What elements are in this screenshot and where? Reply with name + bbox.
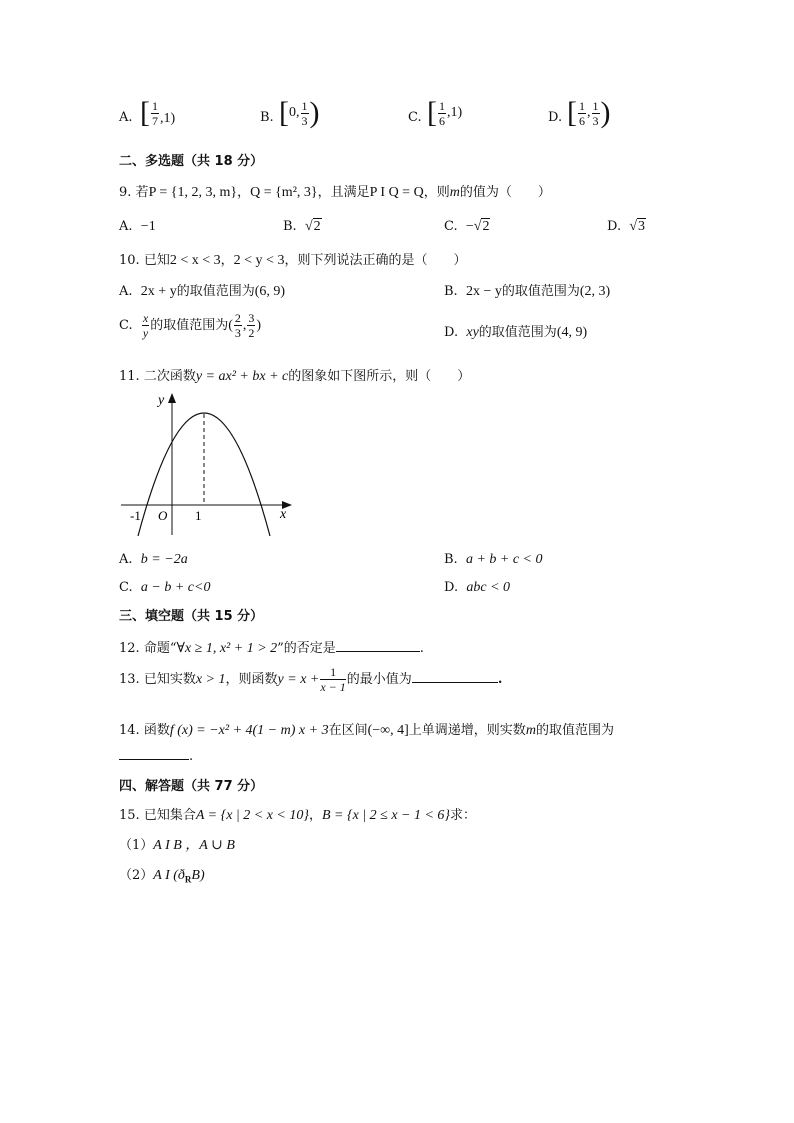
q14-answer-blank — [119, 747, 189, 760]
question-14: 14. 函数f (x) = −x² + 4(1 − m) x + 3在区间(−∞, 4]上单调递增，则实数m的取值范围为 — [119, 723, 614, 738]
q9-option-a: A. −1 — [119, 219, 156, 234]
question-11: 11. 二次函数y = ax² + bx + c的图象如下图所示，则（ ） — [119, 369, 471, 384]
q10-option-c: C. $\frac{x}{y}$ 的取值范围为( $\frac{2}{3}$ , $\frac{3}{2}$ ) — [119, 311, 262, 340]
x-axis-label: x — [280, 507, 287, 522]
question-15: 15. 已知集合A = {x | 2 < x < 10}，B = {x | 2 ≤ x − 1 < 6}求： — [119, 808, 477, 823]
y-axis-arrow — [168, 393, 176, 403]
q11-option-a: A. b = −2a — [119, 552, 188, 567]
question-9: 9. 若P = {1, 2, 3, m}，Q = {m², 3}，且满足P I Q = Q，则m的值为（ ） — [119, 185, 551, 200]
q8-option-a-label: A. — [119, 110, 133, 125]
q8-option-d-label: D. — [548, 110, 563, 125]
q9-option-d: D. √3 — [607, 219, 646, 234]
q10-option-a: A. 2x + y的取值范围为(6, 9) — [119, 284, 286, 299]
question-13: 13. 已知实数x > 1，则函数y = x + $\frac{1}{x - 1}$ 的最小值为 . — [119, 665, 503, 694]
q8-option-c-label: C. — [408, 110, 422, 125]
q12-answer-blank — [336, 639, 420, 652]
q14-answer-line: . — [119, 747, 193, 764]
q11-parabola-graph — [118, 390, 298, 540]
origin-label: O — [158, 508, 168, 523]
section-2-title: 二、多选题（共 18 分） — [119, 154, 264, 169]
q8-option-d: [ $\frac{1}{6}$ , $\frac{1}{3}$ ) — [567, 96, 611, 129]
tick-neg1-label: -1 — [130, 508, 141, 523]
q9-option-b: B. √2 — [283, 219, 321, 234]
q10-option-b: B. 2x − y的取值范围为(2, 3) — [444, 284, 611, 299]
q11-option-d: D. abc < 0 — [444, 580, 511, 595]
y-axis-label: y — [158, 393, 165, 408]
q8-option-a: [ $\frac{1}{7}$ ,1) — [140, 96, 176, 129]
q13-answer-blank — [412, 670, 498, 683]
question-12: 12. 命题“∀x ≥ 1, x² + 1 > 2”的否定是 . — [119, 641, 424, 656]
q9-option-c: C. −√2 — [444, 219, 490, 234]
q15-part-2: （2）A I $(ð_RB)$ — [119, 868, 205, 885]
question-10: 10. 已知2 < x < 3，2 < y < 3，则下列说法正确的是（ ） — [119, 253, 467, 268]
q11-option-b: B. a + b + c < 0 — [444, 552, 543, 567]
tick-1-label: 1 — [195, 508, 202, 523]
q11-option-c: C. a − b + c<0 — [119, 580, 211, 595]
q10-option-d: D. xy的取值范围为(4, 9) — [444, 325, 588, 340]
section-3-title: 三、填空题（共 15 分） — [119, 609, 264, 624]
q8-option-c: [ $\frac{1}{6}$ ,1) — [427, 96, 463, 129]
q8-a-rest: ,1) — [160, 111, 176, 126]
section-4-title: 四、解答题（共 77 分） — [119, 779, 264, 794]
q8-option-b: [0, $\frac{1}{3}$ ) — [279, 96, 320, 129]
q8-option-b-label: B. — [260, 110, 274, 125]
q15-part-1: （1）A I B ，A ∪ B — [119, 838, 235, 853]
